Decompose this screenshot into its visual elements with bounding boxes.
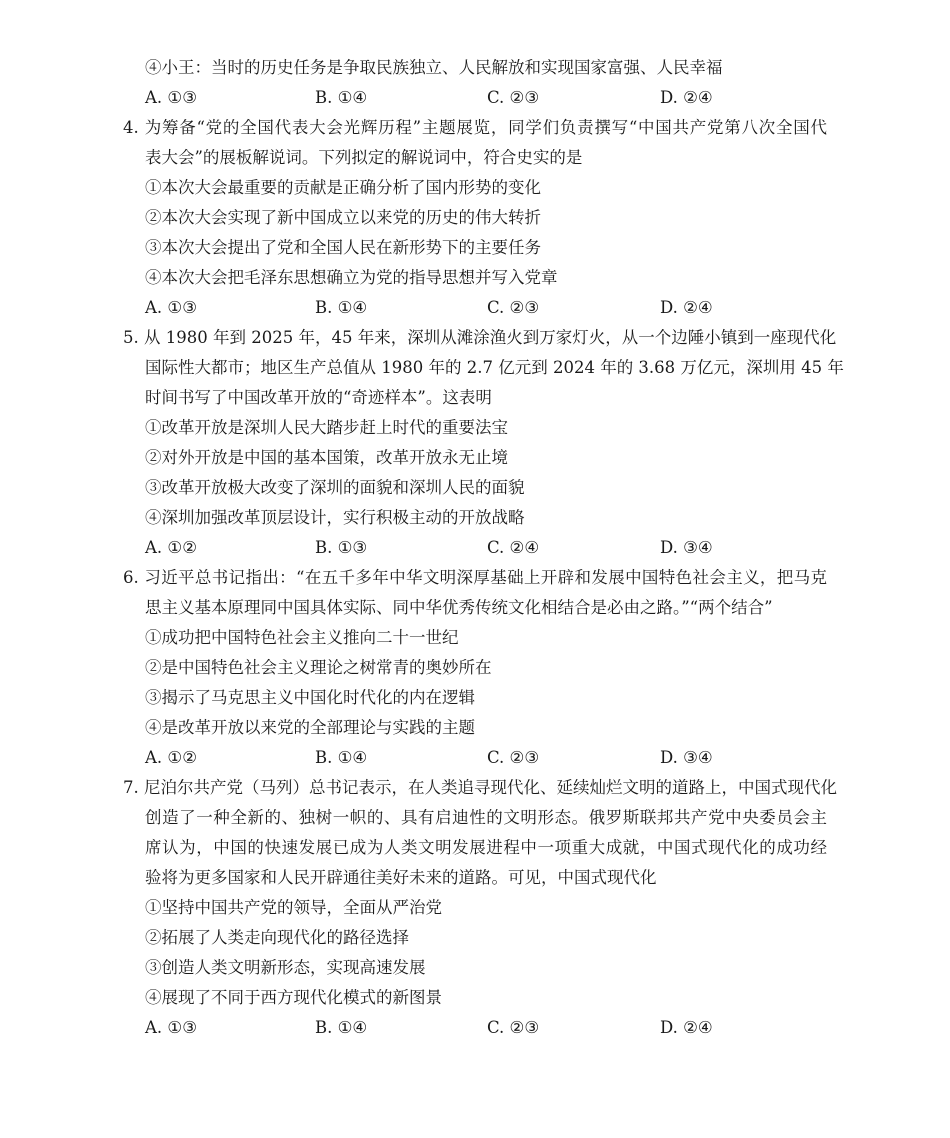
statement-item: ①改革开放是深圳人民大踏步赶上时代的重要法宝 — [145, 418, 508, 437]
choice-c: C. ②③ — [487, 88, 540, 107]
choice-d: D. ③④ — [660, 748, 713, 767]
question-q7 — [0, 773, 950, 1043]
question-stem-line: 创造了一种全新的、独树一帜的、具有启迪性的文明形态。俄罗斯联邦共产党中央委员会主 — [145, 808, 827, 827]
statement-item: ④是改革开放以来党的全部理论与实践的主题 — [145, 718, 475, 737]
question-q4 — [0, 113, 950, 323]
q3-choices — [0, 83, 950, 113]
question-q5 — [0, 323, 950, 563]
statement-item: ①成功把中国特色社会主义推向二十一世纪 — [145, 628, 459, 647]
question-stem-line: 时间书写了中国改革开放的“奇迹样本”。这表明 — [145, 388, 492, 407]
choice-b: B. ①④ — [315, 88, 368, 107]
statement-item: ④深圳加强改革顶层设计，实行积极主动的开放战略 — [145, 508, 525, 527]
choice-b: B. ①③ — [315, 538, 368, 557]
question-stem-line: 验将为更多国家和人民开辟通往美好未来的道路。可见，中国式现代化 — [145, 868, 657, 887]
choice-c: C. ②④ — [487, 538, 540, 557]
statement-item: ③本次大会提出了党和全国人民在新形势下的主要任务 — [145, 238, 541, 257]
statement-item: ③改革开放极大改变了深圳的面貌和深圳人民的面貌 — [145, 478, 525, 497]
statement-item: ①本次大会最重要的贡献是正确分析了国内形势的变化 — [145, 178, 541, 197]
q3-option-item: ④小王：当时的历史任务是争取民族独立、人民解放和实现国家富强、人民幸福 — [145, 58, 723, 77]
exam-page — [0, 53, 950, 1043]
answer-choices — [0, 533, 950, 563]
question-stem-line: 7. 尼泊尔共产党（马列）总书记表示，在人类追寻现代化、延续灿烂文明的道路上，中国式现代化 — [123, 778, 837, 797]
statement-item: ②拓展了人类走向现代化的路径选择 — [145, 928, 409, 947]
choice-a: A. ①③ — [145, 88, 197, 107]
statement-item: ④本次大会把毛泽东思想确立为党的指导思想并写入党章 — [145, 268, 558, 287]
statement-item: ②是中国特色社会主义理论之树常青的奥妙所在 — [145, 658, 492, 677]
choice-c: C. ②③ — [487, 1018, 540, 1037]
choice-b: B. ①④ — [315, 298, 368, 317]
choice-c: C. ②③ — [487, 748, 540, 767]
choice-c: C. ②③ — [487, 298, 540, 317]
question-stem-line: 国际性大都市；地区生产总值从 1980 年的 2.7 亿元到 2024 年的 3.68 万亿元，深圳用 45 年 — [145, 358, 844, 377]
choice-a: A. ①② — [145, 748, 197, 767]
statement-item: ②本次大会实现了新中国成立以来党的历史的伟大转折 — [145, 208, 541, 227]
choice-b: B. ①④ — [315, 1018, 368, 1037]
choice-d: D. ②④ — [660, 1018, 713, 1037]
question-stem-line: 4. 为筹备“党的全国代表大会光辉历程”主题展览，同学们负责撰写“中国共产党第八次全国代 — [123, 118, 827, 137]
question-q6 — [0, 563, 950, 773]
question-stem-line: 5. 从 1980 年到 2025 年，45 年来，深圳从滩涂渔火到万家灯火，从一个边陲小镇到一座现代化 — [123, 328, 837, 347]
choice-a: A. ①② — [145, 538, 197, 557]
choice-d: D. ③④ — [660, 538, 713, 557]
question-stem-line: 6. 习近平总书记指出：“在五千多年中华文明深厚基础上开辟和发展中国特色社会主义，把马克 — [123, 568, 827, 587]
choice-d: D. ②④ — [660, 88, 713, 107]
statement-item: ③创造人类文明新形态，实现高速发展 — [145, 958, 426, 977]
choice-a: A. ①③ — [145, 298, 197, 317]
choice-b: B. ①④ — [315, 748, 368, 767]
choice-a: A. ①③ — [145, 1018, 197, 1037]
question-stem-line: 思主义基本原理同中国具体实际、同中华优秀传统文化相结合是必由之路。”“两个结合” — [145, 598, 773, 617]
statement-item: ①坚持中国共产党的领导，全面从严治党 — [145, 898, 442, 917]
answer-choices — [0, 293, 950, 323]
question-stem-line: 席认为，中国的快速发展已成为人类文明发展进程中一项重大成就，中国式现代化的成功经 — [145, 838, 827, 857]
question-stem-line: 表大会”的展板解说词。下列拟定的解说词中，符合史实的是 — [145, 148, 583, 167]
statement-item: ③揭示了马克思主义中国化时代化的内在逻辑 — [145, 688, 475, 707]
answer-choices — [0, 1013, 950, 1043]
statement-item: ②对外开放是中国的基本国策，改革开放永无止境 — [145, 448, 508, 467]
choice-d: D. ②④ — [660, 298, 713, 317]
answer-choices — [0, 743, 950, 773]
statement-item: ④展现了不同于西方现代化模式的新图景 — [145, 988, 442, 1007]
